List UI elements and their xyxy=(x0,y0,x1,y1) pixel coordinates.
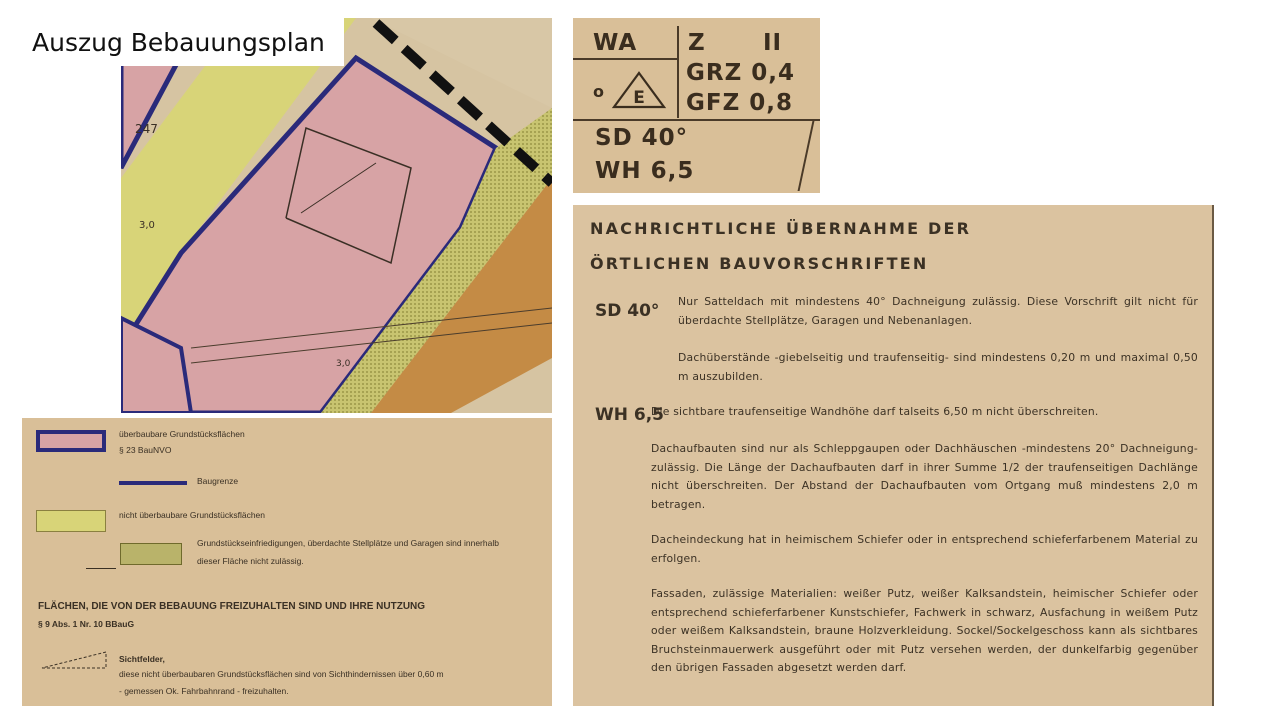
restricted-area-swatch xyxy=(120,543,182,565)
regulation-paragraph: Die sichtbare traufenseitige Wandhöhe darf talseits 6,50 m nicht überschreiten. xyxy=(651,405,1099,418)
regulation-paragraph: Fassaden, zulässige Materialien: weißer Putz, weißer Kalksandstein, heimischer Schiefer oder entsprechend schieferfarbener Kunstschiefer, Fachwerk in schwarz, Ausfachung in weißem Putz oder weißem Kalksandstein, braune Holzverkleidung. Sockel/Sockelgeschoss kann als sichtbares Bruchsteinmauerwerk ausgeführt oder mit Putz versehen werden, der dunkelfarbig gegenüber den übrigen Fassaden abgesetzt werden darf. xyxy=(651,587,1198,674)
plan-map-drawing xyxy=(121,18,552,413)
legend-item-label: nicht überbaubare Grundstücksflächen xyxy=(119,510,266,520)
grz-value: GRZ 0,4 xyxy=(686,60,796,86)
regulation-paragraph: Dacheindeckung hat in heimischem Schiefer oder in entsprechend schieferfarbenem Material zu erfolgen. xyxy=(651,533,1198,565)
z-label: Z xyxy=(688,30,706,56)
regulations-heading: ÖRTLICHEN BAUVORSCHRIFTEN xyxy=(590,254,929,273)
legend-section-heading: FLÄCHEN, DIE VON DER BEBAUUNG FREIZUHALTEN SIND UND IHRE NUTZUNG xyxy=(38,601,426,612)
plan-legend xyxy=(22,418,552,706)
legend-item-label: dieser Fläche nicht zulässig. xyxy=(197,556,304,566)
legend-item-label: überbaubare Grundstücksflächen xyxy=(119,429,245,439)
regulation-paragraph: Nur Satteldach mit mindestens 40° Dachneigung zulässig. Diese Vorschrift gilt nicht für überdachte Stellplätze, Garagen und Nebenanlagen. xyxy=(678,295,1198,327)
roof-pitch-value: SD 40° xyxy=(595,125,689,151)
wall-height-label: WH 6,5 xyxy=(595,405,665,425)
e-marker: o xyxy=(593,82,605,101)
buildable-area-swatch xyxy=(36,430,106,452)
dimension-label: 3,0 xyxy=(139,220,155,231)
local-building-regulations xyxy=(573,205,1214,706)
regulation-paragraph: Dachüberstände -giebelseitig und traufenseitig- sind mindestens 0,20 m und maximal 0,50 m auszubilden. xyxy=(678,351,1198,383)
single-house-symbol xyxy=(611,70,667,110)
legend-item-label: Baugrenze xyxy=(197,476,239,486)
regulation-paragraph: Dachaufbauten sind nur als Schleppgaupen oder Dachhäuschen -mindestens 20° Dachneigung- zulässig. Die Länge der Dachaufbauten darf in ihrer Summe 1/2 der traufenseitigen Dachlänge nicht überschreiten. Der Abstand der Dachaufbauten vom Ortgang muß mindestens 2,0 m betragen. xyxy=(651,442,1198,511)
z-value: II xyxy=(763,30,783,56)
plan-map-excerpt xyxy=(121,18,552,413)
roof-pitch-label: SD 40° xyxy=(595,301,660,321)
slide-title: Auszug Bebauungsplan xyxy=(22,18,344,66)
legend-item-label: Sichtfelder, xyxy=(119,654,165,664)
legend-section-subheading: § 9 Abs. 1 Nr. 10 BBauG xyxy=(38,619,135,629)
area-type: WA xyxy=(593,30,638,56)
zoning-table xyxy=(573,18,820,193)
svg-text:E: E xyxy=(633,88,645,108)
legend-item-label: diese nicht überbaubaren Grundstücksflächen sind von Sichthindernissen über 0,60 m xyxy=(119,669,444,679)
non-buildable-area-swatch xyxy=(36,510,106,532)
legend-item-label: Grundstückseinfriedigungen, überdachte Stellplätze und Garagen sind innerhalb xyxy=(197,538,499,548)
sight-field-swatch xyxy=(40,648,110,672)
dimension-label: 3,0 xyxy=(336,359,351,369)
lot-number-label: 247 xyxy=(135,122,158,136)
building-line-swatch xyxy=(119,481,187,485)
legend-item-label: § 23 BauNVO xyxy=(119,445,172,455)
gfz-value: GFZ 0,8 xyxy=(686,90,794,116)
wall-height-value: WH 6,5 xyxy=(595,158,695,184)
regulations-heading: NACHRICHTLICHE ÜBERNAHME DER xyxy=(590,219,972,238)
legend-item-label: - gemessen Ok. Fahrbahnrand - freizuhalten. xyxy=(119,686,289,696)
